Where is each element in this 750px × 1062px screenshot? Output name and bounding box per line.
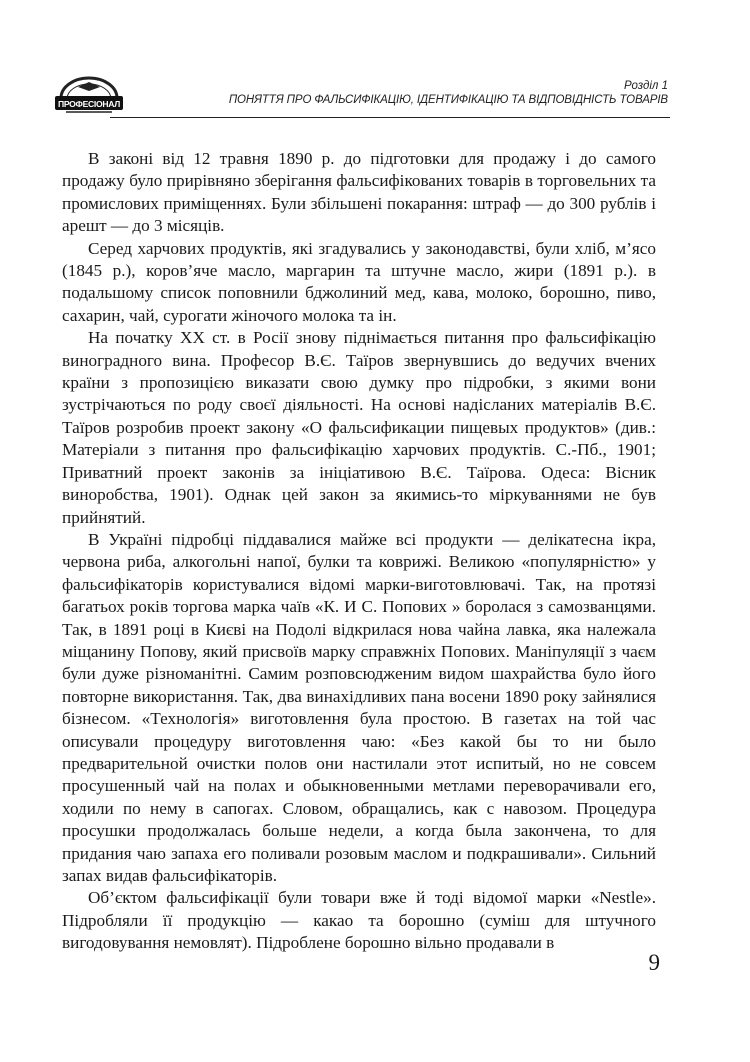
body-paragraph: На початку XX ст. в Росії знову піднімається питання про фальсифікацію виноградного вина. Професор В.Є. Таїров звернувшись до ведучих вчених країни з пропозицією виказати свою думку про підробки, з якими вони зустрічаються по роду своєї діяльності. На основі надісланих матеріалів В.Є. Таїров розробив проект закону «О фальсификации пищевых продуктов» (див.: Матеріали з питання про фальсифікацію харчових продуктів. С.-Пб., 1901; Приватний проект законів за ініціативою В.Є. Таїрова. Одеса: Вісник виноробства, 1901). Однак цей закон за якимись-то міркуваннями не був прийнятий. bbox=[62, 328, 656, 527]
section-label: Розділ 1 bbox=[623, 80, 668, 92]
body-paragraph: Серед харчових продуктів, які згадувались у законодавстві, були хліб, м’ясо (1845 р.), коров’яче масло, маргарин та штучне масло, жири (1891 р.). в подальшому список поповнили бджолиний мед, кава, молоко, борошно, пиво, сахарин, чай, сурогати жіночого молока та ін. bbox=[62, 238, 656, 325]
body-paragraph: В законі від 12 травня 1890 р. до підготовки для продажу і до самого продажу було прирівняно зберігання фальсифікованих товарів в торговельних та промислових приміщеннях. Були збільшені покарання: штраф — до 300 рублів і арешт — до 3 місяців. bbox=[62, 149, 656, 236]
page-header bbox=[50, 70, 670, 122]
page-number: 9 bbox=[648, 950, 660, 975]
running-header bbox=[229, 80, 668, 108]
svg-text:ПРОФЕСІОНАЛ: ПРОФЕСІОНАЛ bbox=[57, 99, 121, 109]
page-body bbox=[62, 148, 656, 955]
chapter-title: ПОНЯТТЯ ПРО ФАЛЬСИФІКАЦІЮ, ІДЕНТИФІКАЦІЮ ТА ВІДПОВІДНІСТЬ ТОВАРІВ bbox=[228, 94, 668, 106]
body-paragraph: В Україні підробці піддавалися майже всі продукти — делікатесна ікра, червона риба, алкогольні напої, булки та коврижі. Великою «популярністю» у фальсифікаторів користувалися відомі марки-виготовлювачі. Так, на протязі багатьох років торгова марка чаїв «К. И С. Попових » боролася з самозванцями. Так, в 1891 році в Києві на Подолі відкрилася нова чайна лавка, яка належала міщанину Попову, який присвоїв марку справжніх Попових. Маніпуляції з чаєм були дуже різноманітні. Самим розповсюдженим видом шахрайства було його повторне використання. Так, два винахідливих пана восени 1890 року зайнялися бізнесом. «Технологія» виготовлення була простою. В газетах на той час описували процедуру виготовлення чаю: «Без какой бы то ни было предварительной очистки полов они настилали этот испитый, но не совсем просушенный чай на полах и обыкновенными метлами переворачивали его, ходили по нему в сапогах. Словом, обращались, как с навозом. Процедура просушки продолжалась больше недели, а когда была закончена, то для придания чаю запаха его поливали розовым маслом и подкрашивали». Сильний запах видав фальсифікаторів. bbox=[62, 529, 656, 885]
body-paragraph: Об’єктом фальсифікації були товари вже й тоді відомої марки «Nestle». Підробляли її продукцію — какао та борошно (суміш для штучного вигодовування немовлят). Підроблене борошно вільно продавали в bbox=[62, 888, 656, 953]
publisher-logo bbox=[52, 76, 126, 116]
header-rule bbox=[110, 117, 670, 118]
